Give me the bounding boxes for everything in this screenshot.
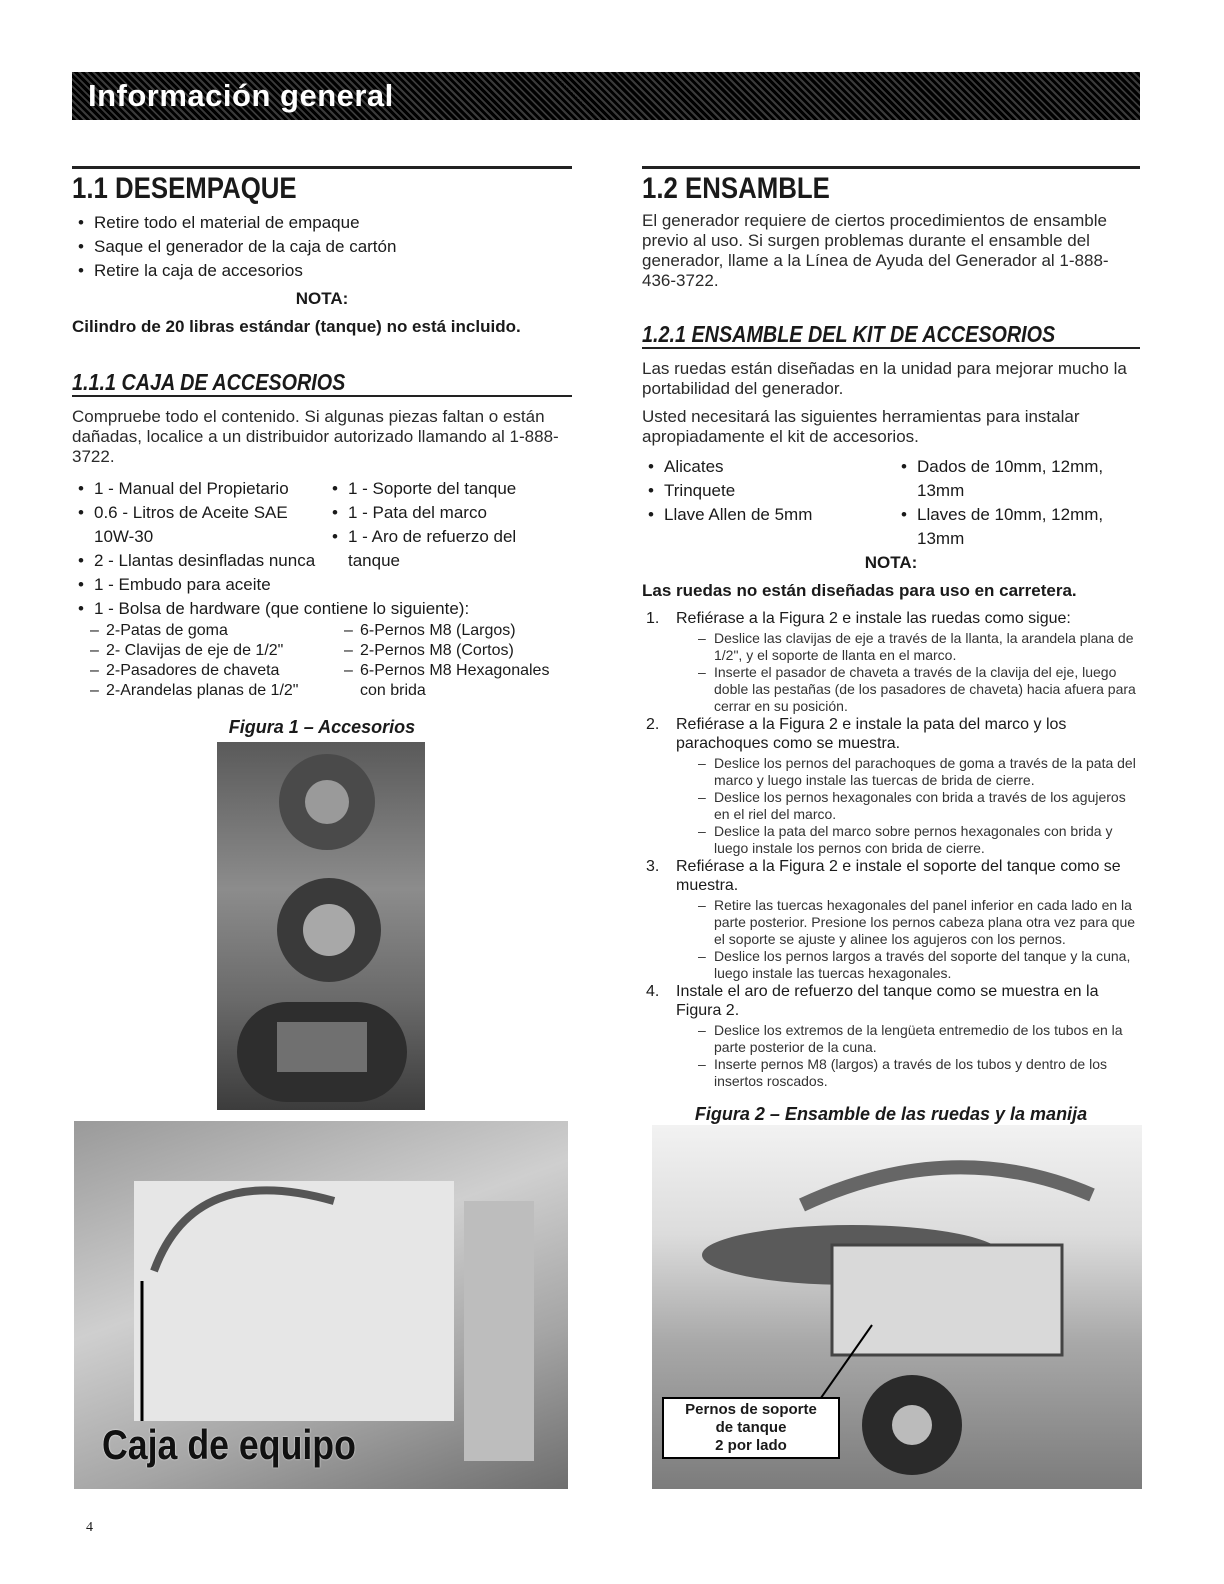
tools-grid	[642, 455, 1140, 551]
list-item: • 1 - Bolsa de hardware (que contiene lo siguiente):	[72, 597, 572, 621]
step-number: 4.	[646, 983, 660, 1000]
step-text: Refiérase a la Figura 2 e instale el soporte del tanque como se muestra.	[676, 858, 1121, 894]
assembly-steps	[642, 609, 1140, 1090]
step-item	[642, 609, 1140, 715]
step-substeps	[676, 897, 1140, 982]
list-item: – 2- Clavijas de eje de 1/2"	[72, 641, 318, 661]
step-number: 3.	[646, 858, 660, 875]
list-item: • 1 - Soporte del tanque	[326, 477, 572, 501]
step-item	[642, 857, 1140, 982]
list-item: • 1 - Aro de refuerzo del tanque	[326, 525, 572, 573]
step-text: Refiérase a la Figura 2 e instale las ruedas como sigue:	[676, 610, 1071, 627]
figure-2-caption: Figura 2 – Ensamble de las ruedas y la manija	[694, 1104, 1088, 1124]
substep: – Deslice los pernos largos a través del soporte del tanque y la cuna, luego instale las tuercas hexagonales.	[676, 948, 1140, 982]
list-item: – 6-Pernos M8 (Largos)	[326, 621, 572, 641]
heading-text: 1.2.1 ENSAMBLE DEL KIT DE ACCESORIOS	[642, 321, 1056, 347]
step-text: Instale el aro de refuerzo del tanque como se muestra en la Figura 2.	[676, 983, 1099, 1019]
callout-line: 2 por lado	[715, 1437, 787, 1454]
heading-ensamble: 1.2 ENSAMBLE	[642, 172, 830, 205]
list-item: • Llaves de 10mm, 12mm, 13mm	[895, 503, 1140, 551]
equipment-box-photo	[74, 1121, 568, 1489]
step-item	[642, 982, 1140, 1090]
nota-label: NOTA:	[295, 289, 349, 308]
tools-left-list	[642, 455, 887, 551]
tank-bolts-callout	[662, 1397, 840, 1459]
photo-label: Caja de equipo	[102, 1421, 356, 1468]
heading-ensamble-kit	[642, 321, 1140, 349]
callout-line: de tanque	[715, 1419, 787, 1436]
list-item: – 6-Pernos M8 Hexagonales con brida	[326, 661, 572, 701]
list-item: – 2-Pasadores de chaveta	[72, 661, 318, 681]
tools-right-list	[895, 455, 1140, 551]
substep: – Deslice los pernos del parachoques de goma a través de la pata del marco y luego instale las tuercas de brida de cierre.	[676, 755, 1140, 789]
heading-text: 1.1.1 CAJA DE ACCESORIOS	[72, 369, 346, 395]
bag-left-list	[72, 621, 318, 701]
list-item: • Retire la caja de accesorios	[72, 259, 572, 283]
substep: – Deslice las clavijas de eje a través de la llanta, la arandela plana de 1/2", y el soporte de llanta en el marco.	[676, 630, 1140, 664]
step-substeps	[676, 630, 1140, 715]
right-column	[642, 166, 1140, 1125]
substep: – Deslice la pata del marco sobre pernos hexagonales con brida y luego instale los pernos con brida de cierre.	[676, 823, 1140, 857]
substep: – Deslice los pernos hexagonales con brida a través de los agujeros en el riel del marco.	[676, 789, 1140, 823]
bag-right-list	[326, 621, 572, 701]
substep: – Deslice los extremos de la lengüeta entremedio de los tubos en la parte posterior de la cuna.	[676, 1022, 1140, 1056]
accessories-grid	[72, 477, 572, 597]
section-banner	[72, 72, 1140, 120]
nota-label: NOTA:	[864, 553, 918, 572]
callout-line: Pernos de soporte	[685, 1401, 817, 1418]
substep: – Retire las tuercas hexagonales del panel inferior en cada lado en la parte posterior. Presione los pernos cabeza plana otra vez para que el soporte se ajuste y alinee los agujeros con los pernos.	[676, 897, 1140, 948]
bag-list	[72, 597, 572, 621]
figure-1-caption: Figura 1 – Accesorios	[228, 717, 416, 737]
list-item: • Dados de 10mm, 12mm, 13mm	[895, 455, 1140, 503]
list-item: • Retire todo el material de empaque	[72, 211, 572, 235]
page-number: 4	[86, 1520, 93, 1535]
list-item: • 2 - Llantas desinfladas nunca	[72, 549, 318, 573]
list-item: • 1 - Manual del Propietario	[72, 477, 318, 501]
list-item: • 1 - Pata del marco	[326, 501, 572, 525]
list-item: • Saque el generador de la caja de cartón	[72, 235, 572, 259]
list-item: • Llave Allen de 5mm	[642, 503, 887, 527]
substep: – Inserte pernos M8 (largos) a través de los tubos y dentro de los insertos roscados.	[676, 1056, 1140, 1090]
substep: – Inserte el pasador de chaveta a través de la clavija del eje, luego doble las pestañas (de los pasadores de chaveta) hacia afuera para cerrar en su posición.	[676, 664, 1140, 715]
heading-caja-accesorios	[72, 369, 572, 397]
step-item	[642, 715, 1140, 857]
kit-paragraph-1: Las ruedas están diseñadas en la unidad para mejorar mucho la portabilidad del generador.	[642, 359, 1127, 398]
heading-desempaque: 1.1 DESEMPAQUE	[72, 172, 297, 205]
accessories-intro: Compruebe todo el contenido. Si algunas piezas faltan o están dañadas, localice a un distribuidor autorizado llamando al 1-888-3722.	[72, 407, 559, 466]
list-item: • 0.6 - Litros de Aceite SAE 10W-30	[72, 501, 318, 549]
step-text: Refiérase a la Figura 2 e instale la pata del marco y los parachoques como se muestra.	[676, 716, 1067, 752]
bag-contents	[72, 621, 572, 701]
heading-rule	[72, 166, 572, 169]
accessories-photo	[217, 742, 425, 1110]
wheels-illustration	[217, 742, 425, 1110]
list-item: – 2-Patas de goma	[72, 621, 318, 641]
step-substeps	[676, 755, 1140, 857]
kit-paragraph-2: Usted necesitará las siguientes herramientas para instalar apropiadamente el kit de accesorios.	[642, 407, 1080, 446]
step-number: 2.	[646, 716, 660, 733]
list-item: – 2-Arandelas planas de 1/2"	[72, 681, 318, 701]
list-item: • Alicates	[642, 455, 887, 479]
nota-text: Cilindro de 20 libras estándar (tanque) no está incluido.	[72, 317, 521, 336]
accessories-right-list	[326, 477, 572, 597]
list-item: – 2-Pernos M8 (Cortos)	[326, 641, 572, 661]
accessories-left-list	[72, 477, 318, 597]
banner-title: Información general	[88, 78, 394, 113]
cart-assembly-photo	[652, 1125, 1142, 1489]
unpack-list	[72, 211, 572, 283]
step-substeps	[676, 1022, 1140, 1090]
left-column	[72, 166, 572, 738]
ensamble-intro: El generador requiere de ciertos procedimientos de ensamble previo al uso. Si surgen problemas durante el ensamble del generador, llame a la Línea de Ayuda del Generador al 1-888-436-3722.	[642, 211, 1109, 290]
heading-rule	[642, 166, 1140, 169]
list-item: • Trinquete	[642, 479, 887, 503]
list-item: • 1 - Embudo para aceite	[72, 573, 318, 597]
step-number: 1.	[646, 610, 660, 627]
nota-text: Las ruedas no están diseñadas para uso en carretera.	[642, 581, 1077, 600]
